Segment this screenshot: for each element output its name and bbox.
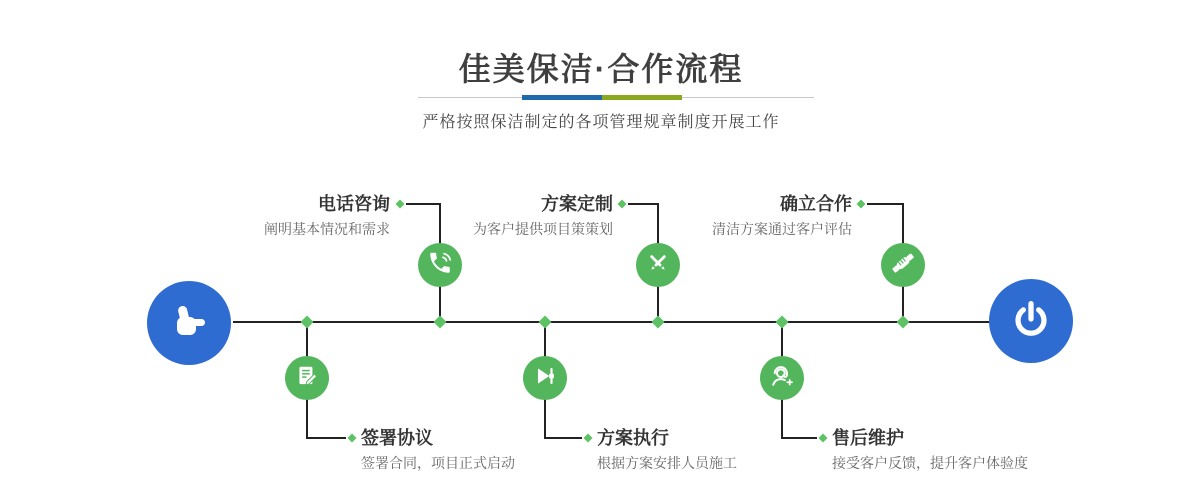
step-desc: 为客户提供项目策策划 — [473, 221, 613, 237]
step-desc: 接受客户反馈，提升客户体验度 — [832, 455, 1028, 471]
step-title: 方案执行 — [597, 428, 669, 448]
phone-icon — [427, 250, 453, 281]
step-label-design — [473, 193, 613, 239]
step-node-support — [760, 356, 804, 400]
step-title: 方案定制 — [541, 194, 613, 214]
step-node-phone — [418, 243, 462, 287]
contract-icon — [294, 363, 320, 394]
page-title: 佳美保洁·合作流程 — [458, 51, 744, 87]
step-label-handshake — [712, 193, 852, 239]
step-node-handshake — [881, 243, 925, 287]
step-node-execute — [523, 356, 567, 400]
step-desc: 清洁方案通过客户评估 — [712, 221, 852, 237]
start-node — [147, 281, 231, 365]
step-title: 电话咨询 — [318, 194, 390, 214]
step-title: 售后维护 — [832, 428, 904, 448]
end-node — [989, 279, 1073, 363]
page-subtitle: 严格按照保洁制定的各项管理规章制度开展工作 — [422, 114, 780, 131]
support-icon — [768, 362, 796, 395]
power-icon — [1008, 296, 1054, 347]
handshake-icon — [889, 249, 917, 282]
play-slider-icon — [532, 363, 558, 394]
step-title: 确立合作 — [780, 194, 852, 214]
crossed-pencils-icon — [645, 250, 671, 281]
hand-pointer-icon — [165, 297, 213, 350]
step-label-contract — [361, 427, 515, 473]
step-label-execute — [597, 427, 737, 473]
step-node-design — [636, 243, 680, 287]
step-label-phone — [264, 193, 390, 239]
step-label-support — [832, 427, 1028, 473]
step-desc: 根据方案安排人员施工 — [597, 455, 737, 471]
step-desc: 阐明基本情况和需求 — [264, 221, 390, 237]
step-desc: 签署合同，项目正式启动 — [361, 455, 515, 471]
step-title: 签署协议 — [361, 428, 433, 448]
step-node-contract — [285, 356, 329, 400]
